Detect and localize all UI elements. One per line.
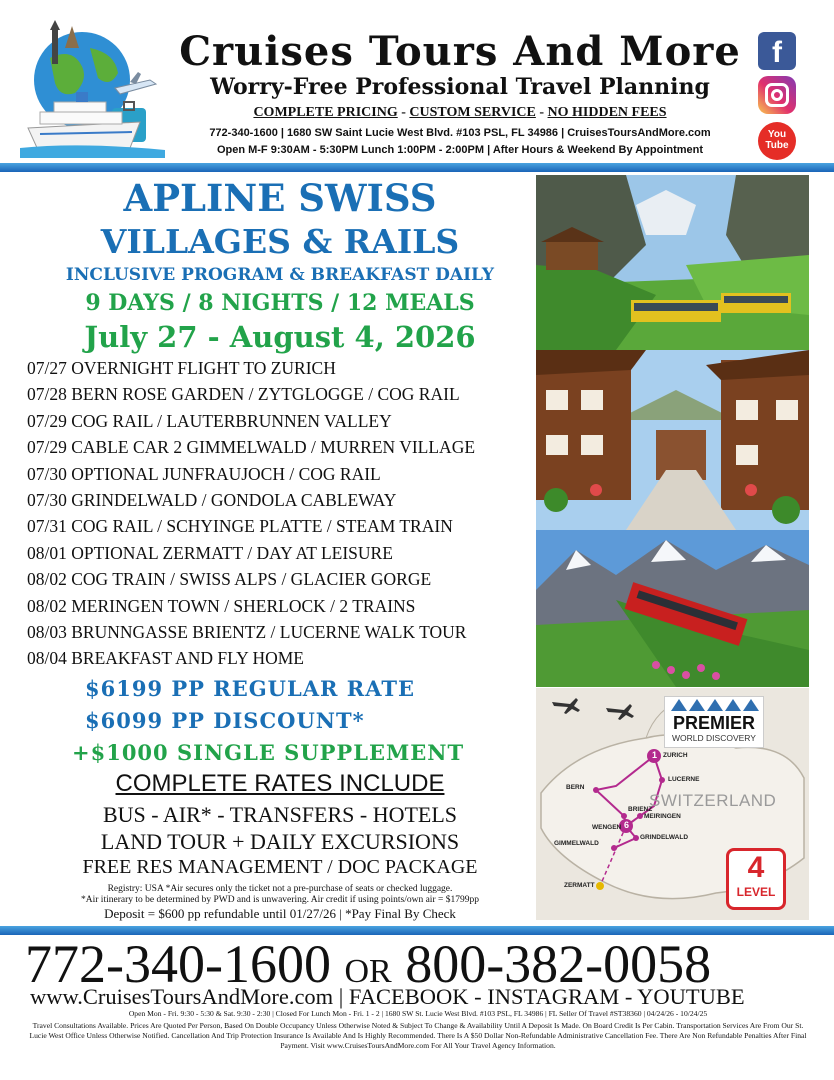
header bbox=[0, 0, 834, 163]
divider-band-top bbox=[0, 163, 834, 172]
brand-hours: Open M-F 9:30AM - 5:30PM Lunch 1:00PM - 2:00PM | After Hours & Weekend By Appointment bbox=[216, 144, 704, 156]
phone-or: OR bbox=[344, 953, 392, 990]
map-city-brienz: BRIENZ bbox=[628, 806, 653, 813]
itinerary-item: 08/02 MERINGEN TOWN / SHERLOCK / 2 TRAINS bbox=[27, 595, 416, 616]
tag-complete-pricing: COMPLETE PRICING bbox=[253, 105, 398, 120]
phone-local[interactable]: 772-340-1600 bbox=[25, 934, 331, 994]
tour-title-line2: VILLAGES & RAILS bbox=[100, 222, 460, 261]
brand-tagline: Worry-Free Professional Travel Planning bbox=[210, 74, 710, 100]
map-city-grindelwald: GRINDELWALD bbox=[640, 834, 689, 841]
itinerary-item: 07/27 OVERNIGHT FLIGHT TO ZURICH bbox=[27, 358, 336, 378]
photo-lauterbrunnen-valley bbox=[536, 175, 809, 350]
premier-logo: PREMIER WORLD DISCOVERY bbox=[664, 696, 764, 748]
photo-swiss-village bbox=[536, 350, 809, 530]
rates-line-1: BUS - AIR* - TRANSFERS - HOTELS bbox=[102, 802, 458, 827]
itinerary-item: 07/29 CABLE CAR 2 GIMMELWALD / MURREN VILLAGE bbox=[27, 437, 476, 458]
itinerary-item: 07/28 BERN ROSE GARDEN / ZYTGLOGGE / COG RAIL bbox=[27, 384, 460, 405]
photo-jungfrau-train bbox=[536, 530, 809, 687]
route-map bbox=[536, 688, 809, 920]
itinerary-item: 08/03 BRUNNGASSE BRIENTZ / LUCERNE WALK TOUR bbox=[27, 621, 467, 642]
brand-contact: 772-340-1600 | 1680 SW Saint Lucie West Blvd. #103 PSL, FL 34986 | CruisesToursAndMore.com bbox=[209, 127, 711, 139]
price-regular: $6199 PP REGULAR RATE bbox=[85, 676, 416, 701]
itinerary-item: 07/30 GRINDELWALD / GONDOLA CABLEWAY bbox=[27, 489, 397, 510]
travel-logo bbox=[20, 18, 165, 158]
fine-print-2: *Air itinerary to be determined by PWD and is unwavering. Air credit if using points/own air = $1799pp bbox=[81, 895, 479, 905]
website-social-line[interactable]: www.CruisesToursAndMore.com | FACEBOOK - INSTAGRAM - YOUTUBE bbox=[30, 984, 745, 1009]
itinerary-list bbox=[27, 358, 537, 675]
map-city-lucerne: LUCERNE bbox=[668, 776, 700, 783]
brand-title: Cruises Tours And More bbox=[179, 28, 741, 75]
itinerary-item: 08/01 OPTIONAL ZERMATT / DAY AT LEISURE bbox=[27, 542, 393, 563]
activity-level-badge: 4 LEVEL bbox=[726, 848, 786, 910]
footer-hours-line: Open Mon - Fri. 9:30 - 5:30 & Sat. 9:30 - 2:30 | Closed For Lunch Mon - Fri. 1 - 2 | 1680 SW St. Lucie West Blvd. #103 PSL, FL 34986 | FL Seller Of Travel #ST38360 | 04/24/26 - 10/24/25 bbox=[128, 1009, 708, 1018]
map-city-zurich: ZURICH bbox=[663, 752, 688, 759]
tour-dates: July 27 - August 4, 2026 bbox=[84, 320, 476, 354]
map-city-gimmelwald: GIMMELWALD bbox=[554, 840, 599, 847]
tour-title-line1: APLINE SWISS bbox=[123, 176, 437, 220]
itinerary-item: 07/30 OPTIONAL JUNFRAUJOCH / COG RAIL bbox=[27, 463, 381, 484]
rates-line-3: FREE RES MANAGEMENT / DOC PACKAGE bbox=[82, 856, 478, 878]
deposit-terms: Deposit = $600 pp refundable until 01/27/26 | *Pay Final By Check bbox=[104, 906, 456, 921]
instagram-icon[interactable] bbox=[758, 76, 796, 114]
tour-duration: 9 DAYS / 8 NIGHTS / 12 MEALS bbox=[85, 290, 475, 316]
itinerary-item: 07/31 COG RAIL / SCHYINGE PLATTE / STEAM TRAIN bbox=[27, 516, 453, 537]
price-single-supplement: +$1000 SINGLE SUPPLEMENT bbox=[72, 740, 465, 765]
itinerary-item: 07/29 COG RAIL / LAUTERBRUNNEN VALLEY bbox=[27, 410, 392, 431]
map-city-zermatt: ZERMATT bbox=[564, 882, 595, 889]
brand-tags: COMPLETE PRICING - CUSTOM SERVICE - NO HIDDEN FEES bbox=[253, 105, 667, 120]
map-city-wengen: WENGEN bbox=[592, 824, 622, 831]
map-city-meiringen: MEIRINGEN bbox=[644, 813, 681, 820]
map-stop-marker-1: 1 bbox=[651, 750, 657, 760]
tag-no-hidden-fees: NO HIDDEN FEES bbox=[547, 105, 667, 120]
map-stop-marker-6: 6 bbox=[623, 820, 629, 830]
tag-custom-service: CUSTOM SERVICE bbox=[409, 105, 536, 120]
rates-heading: COMPLETE RATES INCLUDE bbox=[115, 770, 445, 797]
footer-disclaimer: Travel Consultations Available. Prices Are Quoted Per Person, Based On Double Occupancy Unless Otherwise Noted & Subject To Change & Availability Until A Deposit Is Made. On Board Credit Is Per Cabin. Transportation Services Are From Our St. Lucie West Office Unless Otherwise Notified. Cancellation And Trip Protection Insurance Is Available And Is Highly Recommended. There Is A $50 Dollar Non-Refundable Administrative Cancellation Fee. There Are Non Refundable Penalties After Final Payment. Visit www.CruisesToursAndMore.com For All Your Travel Agency Information. bbox=[29, 1021, 807, 1050]
map-city-bern: BERN bbox=[566, 784, 585, 791]
rates-line-2: LAND TOUR + DAILY EXCURSIONS bbox=[100, 829, 460, 854]
map-country-label: SWITZERLAND bbox=[649, 791, 777, 810]
phone-tollfree[interactable]: 800-382-0058 bbox=[405, 934, 712, 994]
itinerary-item: 08/02 COG TRAIN / SWISS ALPS / GLACIER GORGE bbox=[27, 569, 432, 590]
tour-subtitle: INCLUSIVE PROGRAM & BREAKFAST DAILY bbox=[65, 265, 495, 285]
fine-print-1: Registry: USA *Air secures only the ticket not a pre-purchase of seats or checked luggage. bbox=[107, 884, 453, 894]
facebook-icon[interactable]: f bbox=[758, 32, 796, 70]
itinerary-item: 08/04 BREAKFAST AND FLY HOME bbox=[27, 648, 304, 669]
price-discount: $6099 PP DISCOUNT* bbox=[85, 708, 365, 733]
youtube-icon[interactable]: You Tube bbox=[758, 122, 796, 160]
